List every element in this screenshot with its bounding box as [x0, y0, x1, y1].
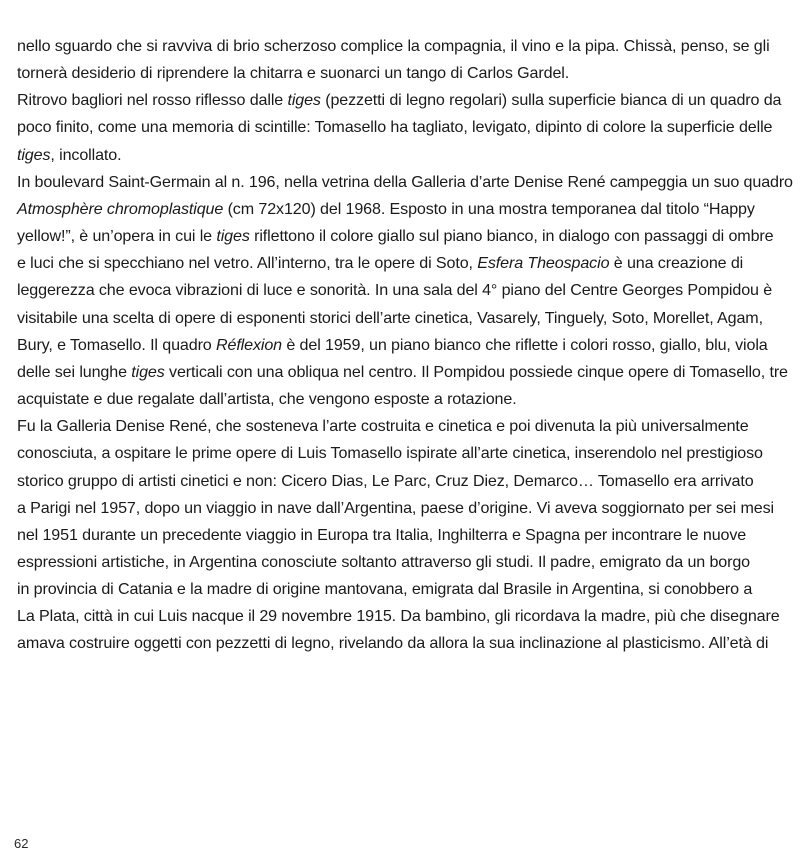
text-line [17, 495, 793, 522]
text-segment: è una creazione di [609, 254, 744, 273]
italic-text: tiges [17, 145, 51, 164]
text-segment: La Plata, città in cui Luis nacque il 29 novembre 1915. Da bambino, gli ricordava la madre, più che disegnare [17, 607, 780, 626]
text-line [17, 305, 793, 332]
text-line [17, 549, 793, 576]
text-segment: e luci che si specchiano nel vetro. All’interno, tra le opere di Soto, [17, 254, 478, 273]
text-segment: acquistate e due regalate dall’artista, che vengono esposte a rotazione. [17, 390, 517, 409]
text-segment: espressioni artistiche, in Argentina conosciute soltanto attraverso gli studi. Il padre, emigrato da un borgo [17, 552, 751, 571]
text-segment: poco finito, come una memoria di scintille: Tomasello ha tagliato, levigato, dipinto di colore la superficie delle [17, 118, 773, 137]
italic-text: Atmosphère chromoplastique [17, 199, 224, 218]
text-segment: Ritrovo bagliori nel rosso riflesso dalle [17, 91, 288, 110]
text-segment: yellow!”, è un’opera in cui le [17, 227, 217, 246]
text-segment: verticali con una obliqua nel centro. Il Pompidou possiede cinque opere di Tomasello, tre [164, 362, 788, 381]
page-number: 62 [14, 836, 29, 851]
text-line [17, 87, 793, 114]
text-line [17, 440, 793, 467]
text-line [17, 332, 793, 359]
text-segment: In boulevard Saint-Germain al n. 196, nella vetrina della Galleria d’arte Denise René campeggia un suo quadro [17, 172, 793, 191]
text-segment: , incollato. [50, 145, 122, 164]
text-line [17, 60, 793, 87]
text-segment: amava costruire oggetti con pezzetti di legno, rivelando da allora la sua inclinazione al plasticismo. All’età di [17, 634, 769, 653]
text-segment: Bury, e Tomasello. Il quadro [17, 335, 216, 354]
text-line [17, 196, 793, 223]
text-line [17, 169, 793, 196]
italic-text: tiges [287, 91, 321, 110]
text-segment: tornerà desiderio di riprendere la chitarra e suonarci un tango di Carlos Gardel. [17, 64, 570, 83]
text-line [17, 576, 793, 603]
text-line [17, 359, 793, 386]
text-segment: delle sei lunghe [17, 362, 132, 381]
text-segment: nel 1951 durante un precedente viaggio in Europa tra Italia, Inghilterra e Spagna per incontrare le nuove [17, 525, 747, 544]
text-segment: a Parigi nel 1957, dopo un viaggio in nave dall’Argentina, paese d’origine. Vi aveva soggiornato per sei mesi [17, 498, 774, 517]
text-segment: in provincia di Catania e la madre di origine mantovana, emigrata dal Brasile in Argentina, si conobbero a [17, 580, 753, 599]
text-segment: Fu la Galleria Denise René, che sosteneva l’arte costruita e cinetica e poi divenuta la più universalmente [17, 417, 749, 436]
text-segment: nello sguardo che si ravviva di brio scherzoso complice la compagnia, il vino e la pipa. Chissà, penso, se gli [17, 37, 770, 55]
text-segment: visitabile una scelta di opere di esponenti storici dell’arte cinetica, Vasarely, Tinguely, Soto, Morellet, Agam, [17, 308, 763, 327]
text-segment: (cm 72x120) del 1968. Esposto in una mostra temporanea dal titolo “Happy [223, 199, 755, 218]
text-line [17, 630, 793, 657]
text-segment: conosciuta, a ospitare le prime opere di Luis Tomasello ispirate all’arte cinetica, inserendolo nel prestigioso [17, 444, 763, 463]
text-segment: leggerezza che evoca vibrazioni di luce e sonorità. In una sala del 4° piano del Centre Georges Pompidou è [17, 281, 773, 300]
text-line [17, 386, 793, 413]
italic-text: Esfera Theospacio [477, 254, 610, 273]
text-line [17, 277, 793, 304]
text-line [17, 142, 793, 169]
text-segment: storico gruppo di artisti cinetici e non: Cicero Dias, Le Parc, Cruz Diez, Demarco… Tomasello era arrivato [17, 471, 754, 490]
text-line [17, 223, 793, 250]
italic-text: tiges [216, 227, 250, 246]
text-segment: (pezzetti di legno regolari) sulla superficie bianca di un quadro da [320, 91, 782, 110]
italic-text: tiges [131, 362, 165, 381]
body-text [17, 33, 793, 658]
text-segment: è del 1959, un piano bianco che riflette i colori rosso, giallo, blu, viola [282, 335, 768, 354]
text-line [17, 250, 793, 277]
text-line [17, 603, 793, 630]
text-line [17, 522, 793, 549]
text-line [17, 468, 793, 495]
text-line [17, 33, 793, 60]
text-line [17, 114, 793, 141]
italic-text: Réflexion [216, 335, 283, 354]
text-line [17, 413, 793, 440]
text-segment: riflettono il colore giallo sul piano bianco, in dialogo con passaggi di ombre [249, 227, 774, 246]
